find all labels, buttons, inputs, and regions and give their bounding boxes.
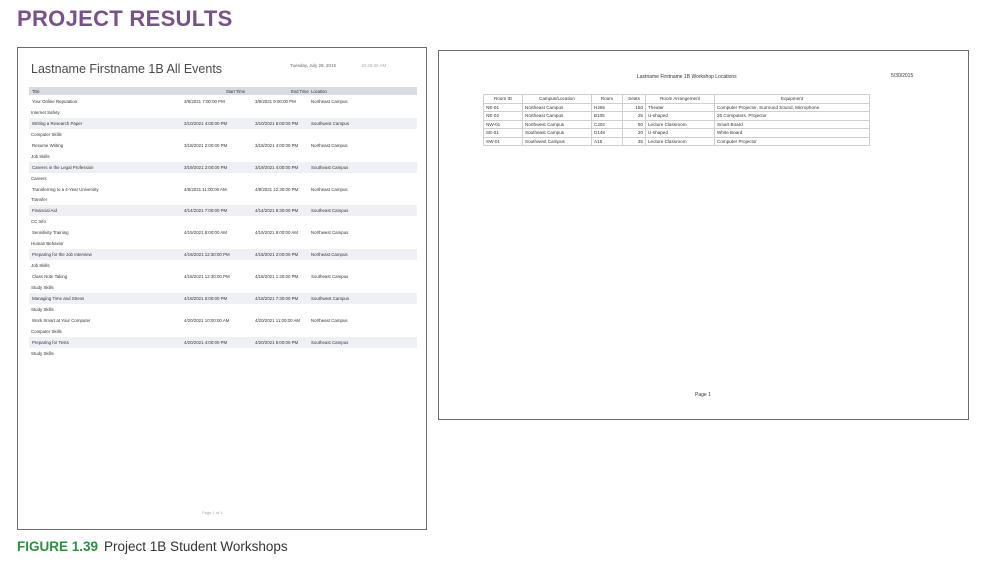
event-location: Northeast Campus bbox=[311, 99, 348, 104]
event-end-time: 4/20/2021 11:00:00 AM bbox=[255, 317, 301, 323]
table-row bbox=[29, 184, 417, 195]
event-location: Northeast Campus bbox=[311, 317, 348, 323]
table-cell: B105 bbox=[592, 112, 623, 121]
table-cell: Lecture Classroom bbox=[646, 120, 715, 129]
column-seats: Seats bbox=[623, 95, 646, 104]
table-cell: 50 bbox=[623, 120, 646, 129]
event-category: Internet Safety bbox=[31, 109, 60, 115]
report-time: 10:45:30 AM bbox=[361, 63, 387, 68]
event-end-time: 4/15/2021 2:00:00 PM bbox=[255, 252, 299, 258]
event-title: Preparing for the Job Interview bbox=[32, 252, 92, 258]
table-cell: Southeast Campus bbox=[523, 129, 592, 138]
event-category: Human Behavior bbox=[31, 241, 64, 247]
event-title: Writing a Research Paper bbox=[32, 120, 83, 126]
table-row bbox=[484, 103, 870, 112]
table-cell: Lecture Classroom bbox=[646, 137, 715, 146]
all-events-report-page bbox=[17, 47, 427, 530]
event-title: Managing Time and Stress bbox=[32, 296, 85, 302]
page-number: Page 1 bbox=[695, 392, 711, 398]
table-cell: 20 bbox=[623, 129, 646, 138]
figure-number: FIGURE 1.39 bbox=[17, 539, 99, 554]
event-category: Job Skills bbox=[31, 153, 50, 159]
table-row bbox=[29, 249, 417, 260]
event-title: Preparing for Tests bbox=[32, 339, 69, 345]
table-row bbox=[29, 162, 417, 173]
table-cell: D148 bbox=[592, 129, 623, 138]
event-location: Southwest Campus bbox=[311, 120, 350, 126]
figure-text: Project 1B Student Workshops bbox=[104, 539, 288, 554]
event-title: Resume Writing bbox=[32, 142, 64, 148]
table-cell: U-shaped bbox=[646, 129, 715, 138]
event-location: Southeast Campus bbox=[311, 274, 349, 280]
list-item bbox=[29, 260, 417, 271]
event-start-time: 4/14/2021 7:00:00 PM bbox=[184, 208, 228, 214]
event-location: Southeast Campus bbox=[311, 164, 349, 170]
event-start-time: 3/9/2021 7:00:00 PM bbox=[184, 99, 225, 104]
table-cell: 25 Computers, Projector bbox=[715, 112, 870, 121]
list-item bbox=[29, 304, 417, 315]
event-end-time: 4/18/2021 7:30:00 PM bbox=[255, 296, 299, 302]
table-cell: NE-01 bbox=[484, 103, 523, 112]
event-end-time: 4/15/2021 9:00:00 AM bbox=[255, 230, 298, 236]
event-title: Work Smart at Your Computer bbox=[32, 317, 91, 323]
table-row bbox=[29, 315, 417, 326]
page-number: Page 1 of 1 bbox=[202, 510, 223, 515]
event-title: Transferring to a 4-Year University bbox=[32, 186, 99, 192]
event-end-time: 4/8/2021 12:30:00 PM bbox=[255, 186, 299, 192]
event-end-time: 4/18/2021 1:30:00 PM bbox=[255, 274, 299, 280]
event-location: Northwest Campus bbox=[311, 230, 349, 236]
section-heading: PROJECT RESULTS bbox=[17, 6, 233, 31]
event-start-time: 3/18/2021 2:00:00 PM bbox=[184, 142, 228, 148]
event-start-time: 4/15/2021 8:00:00 AM bbox=[184, 230, 227, 236]
table-row bbox=[29, 293, 417, 304]
event-end-time: 3/9/2021 9:00:00 PM bbox=[255, 99, 296, 104]
event-category: Computer Skills bbox=[31, 328, 62, 334]
report-column-header bbox=[29, 87, 417, 95]
event-start-time: 4/20/2021 4:00:00 PM bbox=[184, 339, 228, 345]
column-room: Room bbox=[592, 95, 623, 104]
report-date: 5/30/2015 bbox=[891, 73, 914, 79]
table-row bbox=[29, 227, 417, 238]
table-cell: Computer Projector, Surround Sound, Microphone bbox=[715, 103, 870, 112]
event-category: Careers bbox=[31, 175, 47, 181]
table-cell: SE-01 bbox=[484, 129, 523, 138]
event-start-time: 4/18/2021 6:00:00 PM bbox=[184, 296, 228, 302]
column-end-time: End Time bbox=[291, 88, 309, 94]
event-category: Job Skills bbox=[31, 263, 50, 269]
locations-table bbox=[483, 94, 870, 146]
table-cell: 35 bbox=[623, 137, 646, 146]
event-start-time: 4/18/2021 12:30:00 PM bbox=[184, 274, 230, 280]
list-item bbox=[29, 129, 417, 140]
column-title: Title bbox=[32, 88, 40, 94]
figure-caption bbox=[17, 539, 288, 554]
table-header-row bbox=[484, 95, 870, 104]
event-title: Class Note Taking bbox=[32, 274, 68, 280]
table-cell: U-shaped bbox=[646, 112, 715, 121]
event-category: Study Skills bbox=[31, 350, 54, 356]
table-cell: Northeast Campus bbox=[523, 112, 592, 121]
list-item bbox=[29, 151, 417, 162]
event-start-time: 3/19/2021 2:00:00 PM bbox=[184, 164, 228, 170]
table-cell: A15 bbox=[592, 137, 623, 146]
column-campus: Campus/Location bbox=[523, 95, 592, 104]
event-end-time: 3/18/2021 4:00:00 PM bbox=[255, 142, 299, 148]
table-cell: NE-02 bbox=[484, 112, 523, 121]
event-location: Northeast Campus bbox=[311, 186, 348, 192]
event-location: Southwest Campus bbox=[311, 296, 350, 302]
table-cell: SW-01 bbox=[484, 137, 523, 146]
table-cell: Theater bbox=[646, 103, 715, 112]
event-end-time: 3/10/2021 6:00:00 PM bbox=[255, 120, 299, 126]
table-row bbox=[29, 140, 417, 151]
list-item bbox=[29, 348, 417, 359]
event-title: Careers in the Legal Profession bbox=[32, 164, 94, 170]
table-cell: White Board bbox=[715, 129, 870, 138]
list-item bbox=[29, 107, 417, 118]
event-start-time: 3/10/2021 4:00:00 PM bbox=[184, 120, 228, 126]
list-item bbox=[29, 282, 417, 293]
list-item bbox=[29, 326, 417, 337]
table-cell: Southwest Campus bbox=[523, 137, 592, 146]
table-row bbox=[484, 137, 870, 146]
table-cell: C202 bbox=[592, 120, 623, 129]
event-list bbox=[29, 96, 417, 359]
workshop-locations-report-page bbox=[438, 50, 969, 420]
event-start-time: 4/8/2021 11:00:00 AM bbox=[184, 186, 227, 192]
event-category: Transfer bbox=[31, 197, 48, 203]
report-title: Lastname Firstname 1B Workshop Locations bbox=[637, 74, 737, 80]
event-location: Southeast Campus bbox=[311, 208, 349, 214]
event-location: Southeast Campus bbox=[311, 339, 349, 345]
list-item bbox=[29, 216, 417, 227]
event-location: Northeast Campus bbox=[311, 142, 348, 148]
table-row bbox=[29, 118, 417, 129]
list-item bbox=[29, 194, 417, 205]
event-end-time: 4/20/2021 5:00:00 PM bbox=[255, 339, 299, 345]
table-row bbox=[484, 129, 870, 138]
event-start-time: 4/20/2021 10:00:00 AM bbox=[184, 317, 230, 323]
event-title: Your Online Reputation bbox=[32, 99, 78, 104]
event-category: Study Skills bbox=[31, 285, 54, 291]
list-item bbox=[29, 238, 417, 249]
column-room-id: Room ID bbox=[484, 95, 523, 104]
report-date: Tuesday, July 28, 2015 bbox=[290, 63, 337, 68]
table-cell: Northwest Campus bbox=[523, 120, 592, 129]
column-location: Location bbox=[311, 88, 327, 94]
table-row bbox=[484, 120, 870, 129]
table-cell: NW-01 bbox=[484, 120, 523, 129]
table-cell: Computer Projector bbox=[715, 137, 870, 146]
event-category: Computer Skills bbox=[31, 131, 62, 137]
report-title: Lastname Firstname 1B All Events bbox=[31, 62, 223, 76]
event-category: CC Info bbox=[31, 219, 46, 225]
event-start-time: 4/15/2021 12:30:00 PM bbox=[184, 252, 230, 258]
event-end-time: 3/19/2021 4:00:00 PM bbox=[255, 164, 299, 170]
table-row bbox=[29, 205, 417, 216]
table-cell: 25 bbox=[623, 112, 646, 121]
event-title: Sensitivity Training bbox=[32, 230, 69, 236]
table-cell: Smart Board bbox=[715, 120, 870, 129]
event-category: Study Skills bbox=[31, 306, 54, 312]
event-title: Financial Aid bbox=[32, 208, 57, 214]
table-cell: Northeast Campus bbox=[523, 103, 592, 112]
list-item bbox=[29, 173, 417, 184]
column-equipment: Equipment bbox=[715, 95, 870, 104]
table-row bbox=[29, 96, 417, 107]
column-arrangement: Room Arrangement bbox=[646, 95, 715, 104]
column-start-time: Start Time bbox=[226, 88, 246, 94]
table-row bbox=[484, 112, 870, 121]
table-cell: 150 bbox=[623, 103, 646, 112]
table-cell: H265 bbox=[592, 103, 623, 112]
event-location: Northeast Campus bbox=[311, 252, 348, 258]
table-row bbox=[29, 271, 417, 282]
event-end-time: 4/14/2021 8:30:00 PM bbox=[255, 208, 299, 214]
table-row bbox=[29, 337, 417, 348]
